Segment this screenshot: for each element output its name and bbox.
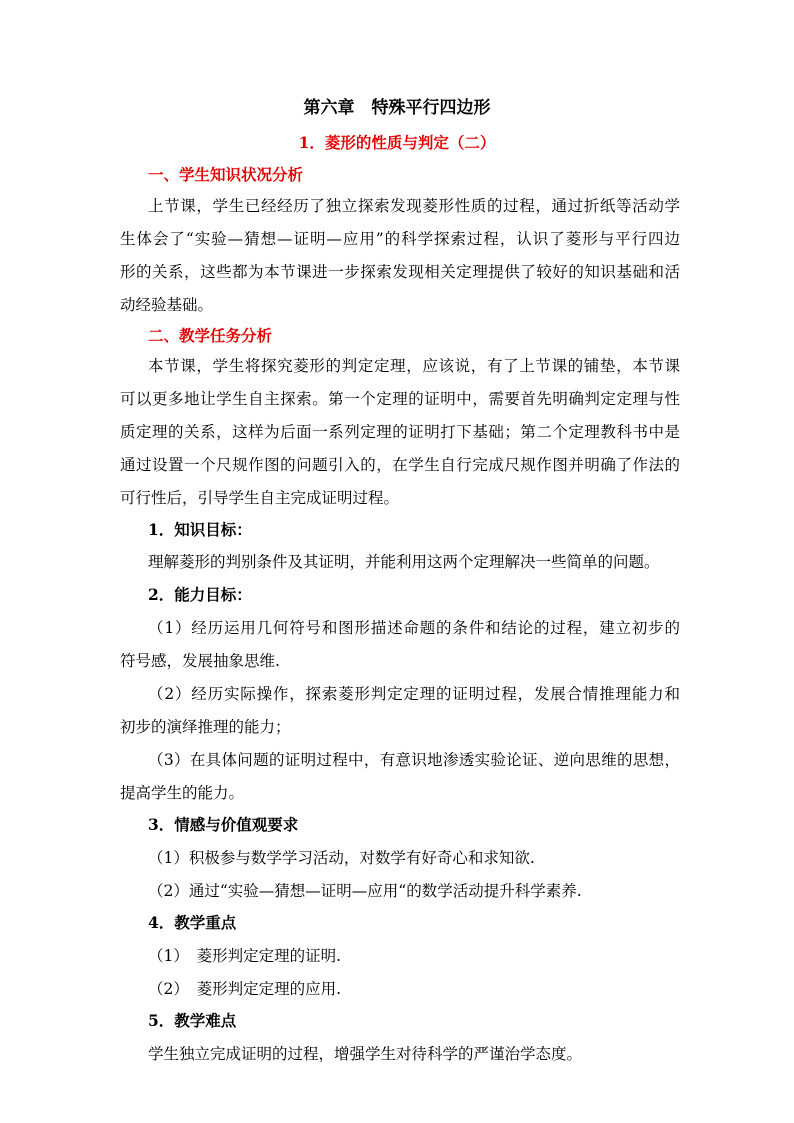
section2-line-1: 本节课，学生将探究菱形的判定定理，应该说，有了上节课的铺垫，本节课 bbox=[148, 357, 680, 375]
section1-line-3: 形的关系，这些都为本节课进一步探索发现相关定理提供了较好的知识基础和活 bbox=[120, 263, 680, 281]
difficulty-line-1: 学生独立完成证明的过程，增强学生对待科学的严谨治学态度。 bbox=[148, 1045, 583, 1063]
section1-line-4: 动经验基础。 bbox=[120, 296, 214, 314]
emotion-heading: 3．情感与价值观要求 bbox=[148, 815, 299, 834]
focus-line-2: （2） 菱形判定定理的应用. bbox=[148, 980, 342, 998]
ability-heading: 2．能力目标： bbox=[148, 585, 252, 604]
ability-line-6: 提高学生的能力。 bbox=[120, 784, 245, 802]
section2-line-2: 可以更多地让学生自主探索。第一个定理的证明中，需要首先明确判定定理与性 bbox=[120, 390, 680, 408]
lesson-title: 1．菱形的性质与判定（二） bbox=[298, 133, 496, 152]
ability-line-2: 符号感，发展抽象思维. bbox=[120, 652, 280, 670]
knowledge-line-1: 理解菱形的判别条件及其证明，并能利用这两个定理解决一些简单的问题。 bbox=[148, 553, 660, 571]
focus-heading: 4．教学重点 bbox=[148, 913, 237, 932]
section2-line-5: 可行性后，引导学生自主完成证明过程。 bbox=[120, 489, 400, 507]
section1-line-1: 上节课，学生已经经历了独立探索发现菱形性质的过程，通过折纸等活动学 bbox=[148, 197, 680, 215]
ability-line-4: 初步的演绎推理的能力； bbox=[120, 718, 291, 736]
section1-line-2: 生体会了“实验—猜想—证明—应用”的科学探索过程，认识了菱形与平行四边 bbox=[120, 230, 680, 248]
section1-heading: 一、学生知识状况分析 bbox=[148, 165, 304, 184]
section2-heading: 二、教学任务分析 bbox=[148, 326, 273, 345]
knowledge-heading: 1．知识目标： bbox=[148, 520, 252, 539]
focus-line-1: （1） 菱形判定定理的证明. bbox=[148, 947, 342, 965]
section2-line-4: 通过设置一个尺规作图的问题引入的，在学生自行完成尺规作图并明确了作法的 bbox=[120, 456, 680, 474]
section2-line-3: 质定理的关系，这样为后面一系列定理的证明打下基础；第二个定理教科书中是 bbox=[120, 423, 680, 441]
difficulty-heading: 5．教学难点 bbox=[148, 1011, 237, 1030]
ability-line-3: （2）经历实际操作，探索菱形判定定理的证明过程，发展合情推理能力和 bbox=[148, 685, 680, 703]
ability-line-1: （1）经历运用几何符号和图形描述命题的条件和结论的过程，建立初步的 bbox=[148, 619, 680, 637]
chapter-title: 第六章 特殊平行四边形 bbox=[303, 98, 491, 118]
emotion-line-2: （2）通过“实验—猜想—证明—应用“的数学活动提升科学素养. bbox=[148, 882, 582, 900]
ability-line-5: （3）在具体问题的证明过程中，有意识地渗透实验论证、逆向思维的思想， bbox=[148, 751, 680, 769]
emotion-line-1: （1）积极参与数学学习活动，对数学有好奇心和求知欲. bbox=[148, 849, 535, 867]
